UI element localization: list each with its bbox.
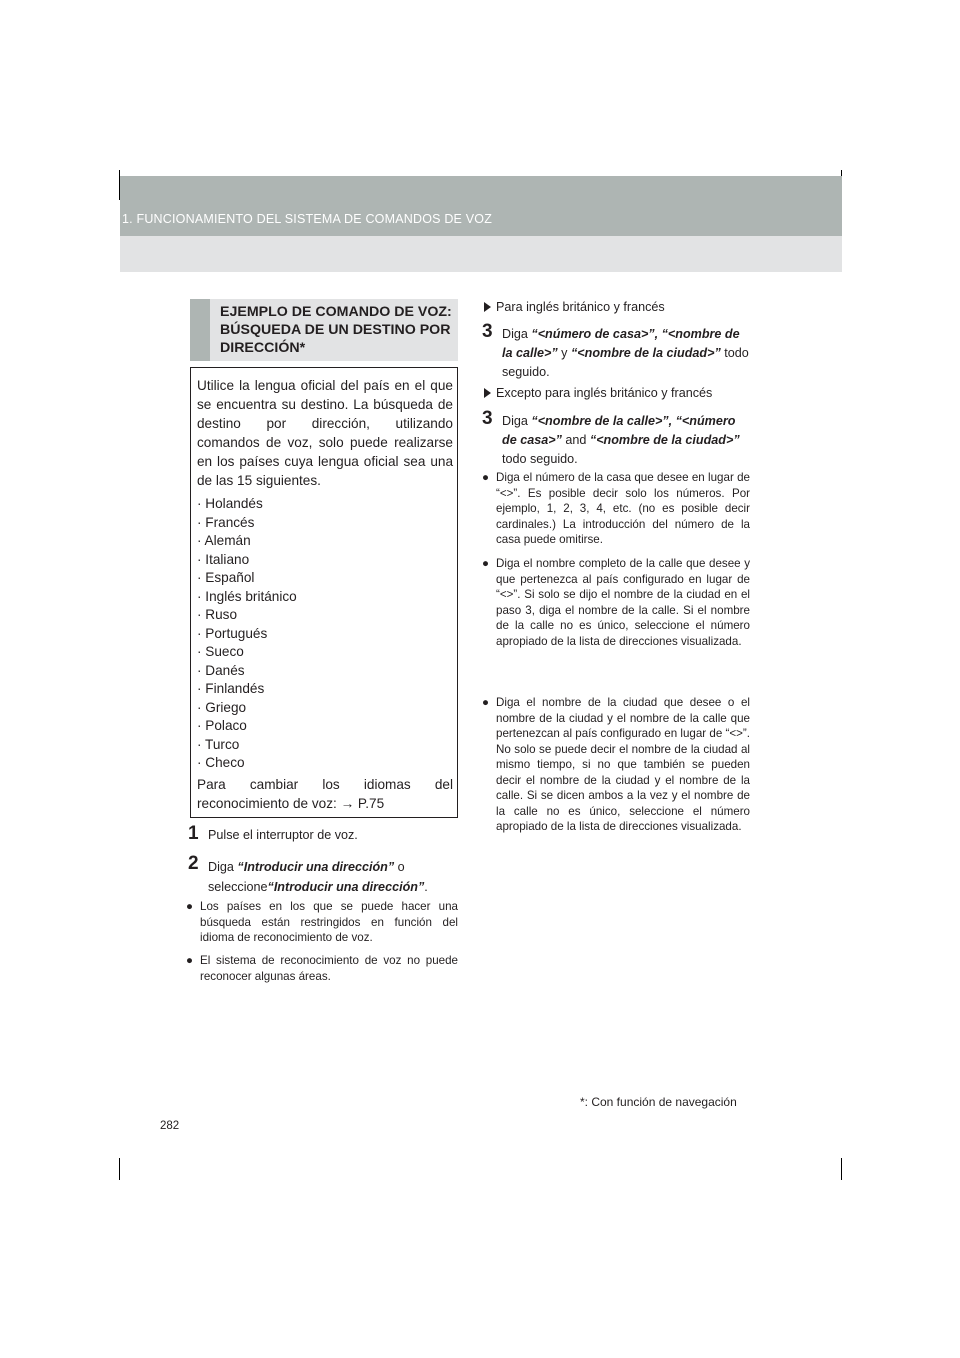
voice-command: “Introducir una dirección” (267, 880, 425, 894)
note-bullet (186, 953, 458, 984)
step-text-post: . (424, 880, 428, 894)
language-item: · Sueco (197, 644, 244, 659)
language-item: · Ruso (197, 607, 238, 622)
note-bullet (482, 695, 750, 835)
language-item: · Polaco (197, 718, 247, 733)
step-text-post: todo seguido. (502, 346, 749, 379)
language-item: · Español (197, 570, 255, 585)
step-text-mid: y (557, 346, 571, 360)
bullet-dot: ● (186, 954, 194, 967)
step-text (502, 325, 752, 382)
step-number: 3 (482, 321, 493, 342)
voice-command: “<número de casa>”, “<nombre de la calle>” (502, 327, 740, 360)
step-text: Pulse el interruptor de voz. (208, 828, 358, 842)
section-heading (190, 299, 458, 361)
language-item: · Holandés (197, 496, 263, 511)
page-reference-link[interactable]: reconocimiento de voz: → P.75 (197, 796, 385, 811)
page-number: 282 (160, 1120, 180, 1132)
bullet-dot: ● (482, 696, 490, 709)
language-info-box (190, 367, 458, 818)
condition-text: Para inglés británico y francés (496, 300, 665, 314)
condition-label (484, 299, 665, 316)
triangle-bullet-icon (484, 302, 491, 312)
language-item: · Checo (197, 755, 245, 770)
note-bullet (186, 899, 458, 946)
step-text-post: todo seguido. (502, 452, 578, 466)
bullet-text: Diga el nombre de la ciudad que desee o el nombre de la ciudad y el nombre de la calle que pertenezcan al país configurado en lugar de “<>”. No solo se puede decir el nombre de la ciudad al mismo tiempo, si no que también se pueden decir el nombre de la ciudad y el nombre de la calle. Si se dicen ambos a la vez y el nombre de la calle no es único, seleccione el número apropiado de la lista de direcciones visualizada. (496, 696, 750, 833)
step-text (208, 857, 458, 897)
language-item: · Francés (197, 514, 255, 530)
info-footer-line1: Para cambiar los idiomas del (197, 777, 453, 792)
language-item: · Portugués (197, 625, 268, 641)
step-text-pre: Diga (502, 327, 532, 341)
language-item: · Danés (197, 662, 245, 678)
section-bar (190, 299, 210, 361)
step-number: 2 (188, 853, 199, 874)
language-item: · Inglés británico (197, 588, 297, 604)
voice-command: “<nombre de la calle>”, “<número de casa>” (502, 414, 736, 447)
voice-command: “<nombre de la ciudad>” (589, 433, 740, 447)
condition-label (484, 385, 712, 402)
language-item: · Alemán (197, 533, 251, 548)
step-text-mid: and (561, 433, 590, 447)
chapter-title: 1. FUNCIONAMIENTO DEL SISTEMA DE COMANDOS DE VOZ (122, 212, 493, 226)
language-item: · Finlandés (197, 681, 265, 696)
bullet-text: Diga el nombre completo de la calle que desee y que pertenezca al país configurado en lugar de “<>”. Si solo se dijo el nombre de la ciudad en el paso 3, diga el nombre de la calle. Si el nombre de la calle no es único, seleccione el número apropiado de la lista de direcciones visualizada. (496, 557, 750, 648)
section-title: EJEMPLO DE COMANDO DE VOZ: BÚSQUEDA DE UN DESTINO POR DIRECCIÓN* (220, 304, 452, 356)
language-item: · Griego (197, 699, 247, 715)
crop-mark (841, 1158, 842, 1180)
info-intro: Utilice la lengua oficial del país en el que se encuentra su destino. La búsqueda de destino por dirección, utilizando comandos de voz, solo puede realizarse en los países cuya lengua oficial sea una de las 15 siguientes. (197, 378, 453, 488)
step-number: 3 (482, 408, 493, 429)
step-text-pre: Diga (502, 414, 532, 428)
step-text (502, 412, 752, 469)
bullet-text: Los países en los que se puede hacer una búsqueda están restringidos en función del idioma de reconocimiento de voz. (200, 900, 458, 944)
condition-text: Excepto para inglés británico y francés (496, 386, 713, 400)
note-bullet (482, 470, 750, 548)
bullet-dot: ● (482, 471, 490, 484)
crop-mark (119, 1158, 120, 1180)
voice-command: “<nombre de la ciudad>” (570, 346, 721, 360)
bullet-dot: ● (482, 557, 490, 570)
language-item: · Italiano (197, 551, 250, 567)
page-header (120, 176, 842, 272)
footnote: *: Con función de navegación (580, 1095, 737, 1109)
step-text-pre: Diga (208, 860, 238, 874)
bullet-text: Diga el número de la casa que desee en lugar de “<>”. Es posible decir solo los números. Por ejemplo, 1, 2, 3, 4, etc. (no es posible decir cardinales.) La introducción del número de la casa puede omitirse. (496, 471, 750, 546)
language-list (197, 495, 297, 773)
bullet-text: El sistema de reconocimiento de voz no puede reconocer algunas áreas. (200, 954, 458, 983)
voice-command: “Introducir una dirección” (237, 860, 395, 874)
bullet-dot: ● (186, 900, 194, 913)
header-band (120, 176, 842, 236)
triangle-bullet-icon (484, 388, 491, 398)
step-number: 1 (188, 823, 199, 844)
step-text-mid: o seleccione (208, 860, 405, 894)
language-item: · Turco (197, 736, 240, 752)
note-bullet (482, 556, 750, 649)
